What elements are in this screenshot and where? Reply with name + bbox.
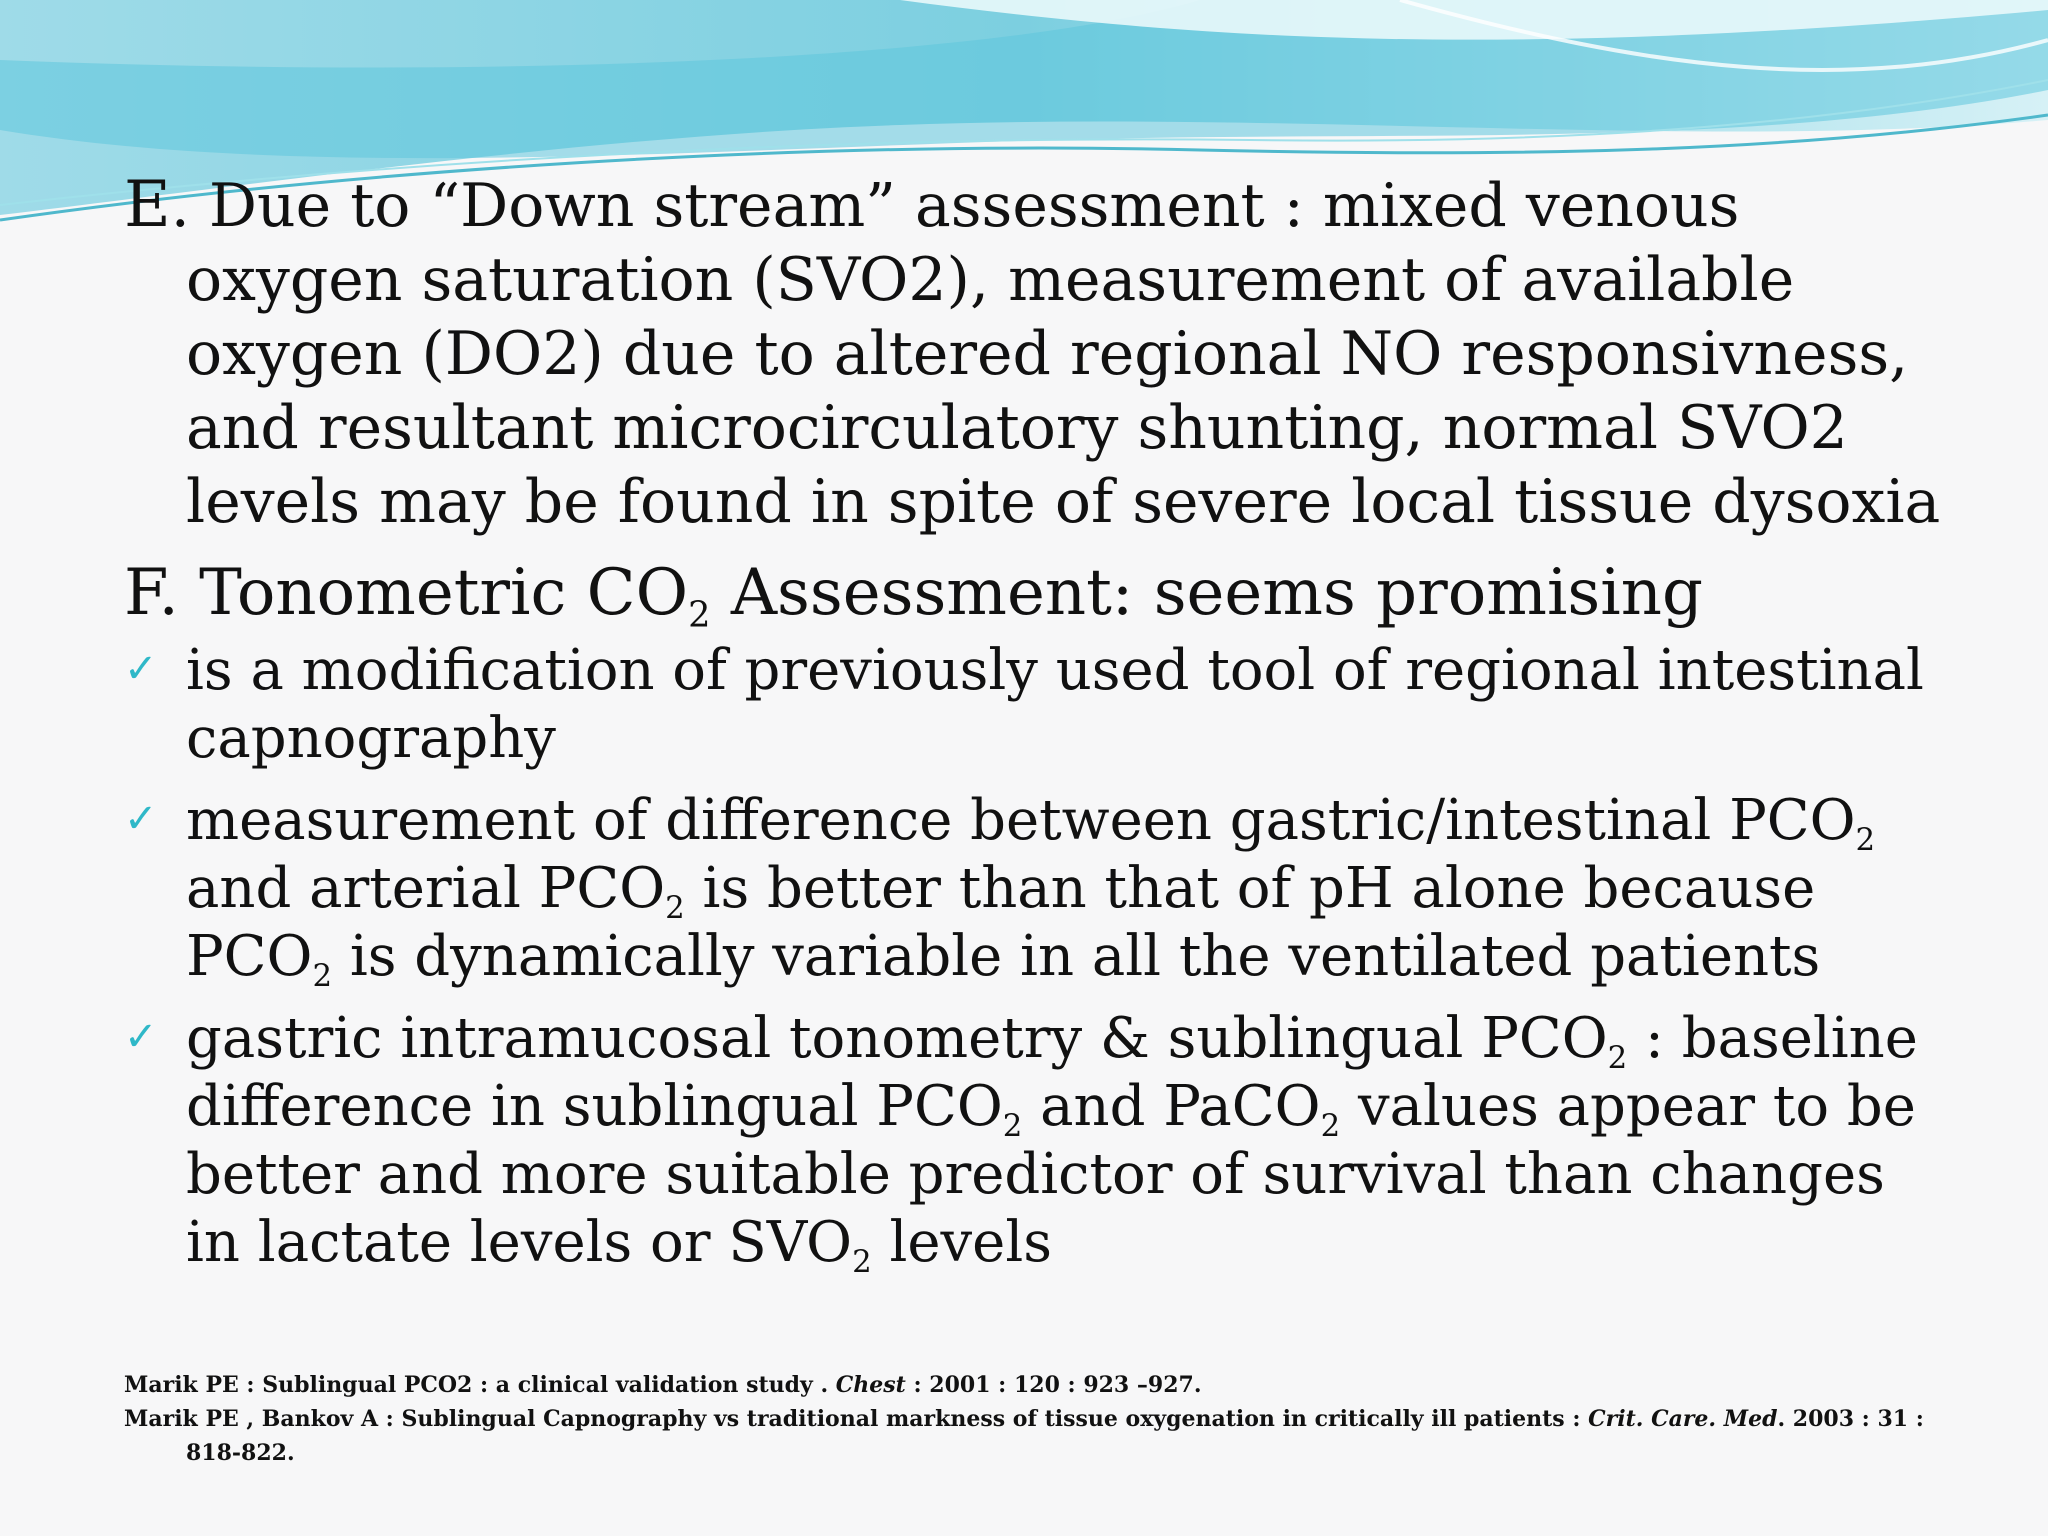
- list-item: [124, 787, 1944, 994]
- checkmark-icon: ✓: [124, 646, 158, 692]
- checkmark-icon: ✓: [124, 796, 158, 842]
- subscript: 2: [852, 1243, 872, 1280]
- list-item: [124, 1005, 1944, 1280]
- subscript: 2: [665, 889, 685, 926]
- reference-text: Marik PE , Bankov A : Sublingual Capnography vs traditional markness of tissue oxygenation in critically ill patients :: [124, 1406, 1589, 1432]
- checkmark-icon: ✓: [124, 1014, 158, 1060]
- bullet-text: and arterial PCO: [186, 856, 666, 921]
- bullet-text: is dynamically variable in all the ventilated patients: [332, 924, 1821, 989]
- reference-journal: Chest: [835, 1372, 906, 1398]
- subscript: 2: [1320, 1107, 1341, 1144]
- reference-tail: . 2003 : 31 : 818-822.: [186, 1406, 1924, 1466]
- subscript: 2: [1002, 1107, 1023, 1144]
- section-f-prefix: F. Tonometric CO: [124, 556, 689, 630]
- bullet-text: levels: [871, 1210, 1052, 1275]
- reference-item: [124, 1368, 1944, 1402]
- subscript: 2: [1607, 1039, 1628, 1076]
- section-e-letter: E: [124, 168, 171, 242]
- section-f-suffix: Assessment: seems promising: [710, 556, 1703, 630]
- bullet-text: is better than that of pH alone because PCO: [186, 856, 1816, 989]
- list-item: [124, 637, 1944, 773]
- bullet-text: measurement of difference between gastric/intestinal PCO: [186, 788, 1856, 853]
- bullet-text: is a modification of previously used tool of regional intestinal capnography: [186, 638, 1924, 771]
- reference-journal: Crit. Care. Med: [1588, 1406, 1778, 1432]
- bullet-text: values appear to be better and more suitable predictor of survival than changes in lactate levels or SVO: [186, 1074, 1916, 1275]
- slide-body: [124, 168, 1944, 1291]
- section-f-subscript: 2: [688, 594, 711, 636]
- bullet-list: [124, 637, 1944, 1280]
- section-e-paragraph: [124, 168, 1944, 539]
- subscript: 2: [312, 957, 333, 994]
- references: [124, 1368, 1944, 1470]
- reference-text: Marik PE : Sublingual PCO2 : a clinical validation study .: [124, 1372, 836, 1398]
- section-f-heading: [124, 551, 1944, 635]
- bullet-text: : baseline difference in sublingual PCO: [186, 1006, 1918, 1139]
- reference-tail: : 2001 : 120 : 923 –927.: [905, 1372, 1202, 1398]
- subscript: 2: [1855, 821, 1876, 858]
- reference-item: [124, 1402, 1944, 1470]
- bullet-text: gastric intramucosal tonometry & sublingual PCO: [186, 1006, 1608, 1071]
- bullet-text: and PaCO: [1022, 1074, 1321, 1139]
- section-e-text: . Due to “Down stream” assessment : mixed venous oxygen saturation (SVO2), measurement of available oxygen (DO2) due to altered regional NO responsivness, and resultant microcirculatory shunting, normal SVO2 levels may be found in spite of severe local tissue dysoxia: [170, 171, 1941, 537]
